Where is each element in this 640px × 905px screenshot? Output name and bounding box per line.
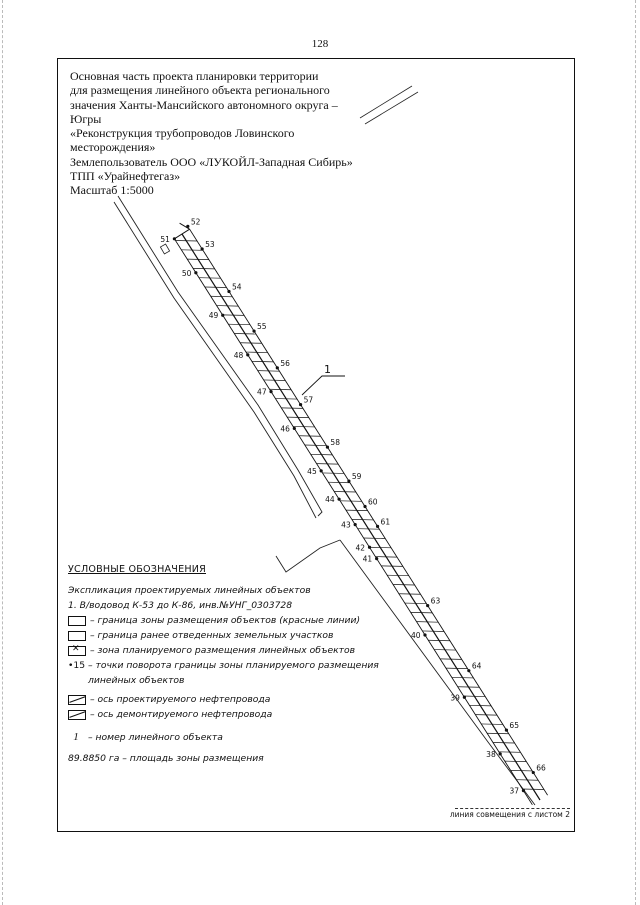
turn-point-dot (299, 403, 302, 406)
zone-hatch (417, 622, 439, 623)
zone-hatch (399, 594, 421, 595)
zone-hatch (205, 287, 227, 288)
zone-hatch (234, 333, 256, 334)
zone-hatch (352, 519, 374, 520)
zone-hatch (387, 575, 409, 576)
zone-hatch (334, 492, 356, 493)
zone-hatch (511, 770, 533, 771)
zone-hatch (175, 241, 197, 242)
zone-hatch (517, 780, 539, 781)
zone-hatch (469, 705, 491, 706)
turn-point-dot (201, 247, 204, 250)
zone-hatch (411, 612, 433, 613)
turn-point-label: 38 (486, 749, 496, 759)
turn-point-dot (347, 479, 350, 482)
turn-point-dot (326, 445, 329, 448)
turn-point-dot (423, 633, 426, 636)
turn-point-label: 57 (303, 395, 314, 405)
legend-item-axis-projected: – ось проектируемого нефтепровода (68, 692, 378, 707)
zone-hatch (358, 529, 380, 530)
zone-hatch (434, 650, 456, 651)
zone-hatch (487, 733, 509, 734)
turn-point-label: 61 (380, 517, 391, 527)
zone-hatch (275, 399, 297, 400)
page-number: 128 (311, 38, 329, 50)
turn-point-dot (194, 271, 197, 274)
zone-hatch (199, 278, 221, 279)
turn-point-label: 45 (307, 466, 317, 476)
turn-point-dot (499, 752, 502, 755)
turn-point-dot (363, 505, 366, 508)
object-number-symbol: 1 (73, 731, 79, 743)
match-line-label: линия совмещения с листом 2 (449, 810, 570, 819)
zone-hatch (499, 752, 521, 753)
turn-point-dot (375, 557, 378, 560)
zone-hatch (217, 306, 239, 307)
turn-point-label: 54 (231, 282, 242, 292)
turn-point-label: 58 (330, 438, 340, 448)
red-line-symbol (68, 616, 86, 626)
zone-hatch (340, 501, 362, 502)
zone-hatch (305, 445, 327, 446)
structure-marker (160, 244, 169, 254)
legend-item-allotted-plots: – граница ранее отведенных земельных участков (68, 628, 378, 643)
zone-hatch (270, 389, 292, 390)
turn-point-label: 48 (233, 350, 244, 360)
turn-point-label: 40 (410, 631, 421, 641)
corridor-cap (174, 229, 189, 239)
legend-title: УСЛОВНЫЕ ОБОЗНАЧЕНИЯ (68, 564, 206, 575)
turn-point-dot (246, 353, 249, 356)
explication-title: Экспликация проектируемых линейных объектов (68, 585, 311, 596)
legend-item-red-lines: – граница зоны размещения объектов (красные линии) (68, 613, 378, 628)
header-line: ТПП «Урайнефтегаз» (70, 169, 181, 184)
explication-item: 1. В/водовод К-53 до К-86, инв.№УНГ_0303728 (68, 600, 293, 611)
turn-point-dot (173, 237, 176, 240)
zone-hatch (181, 250, 203, 251)
turn-point-dot (276, 366, 279, 369)
turn-point-label: 46 (280, 424, 290, 434)
turn-point-dot (368, 546, 371, 549)
zone-hatch (281, 408, 303, 409)
header-line: для размещения линейного объекта регионального (70, 83, 330, 98)
boundary-line (360, 86, 412, 118)
zone-hatch (264, 380, 286, 381)
land-plot-boundary (118, 196, 322, 516)
zone-hatch (311, 454, 333, 455)
zone-hatch (317, 464, 339, 465)
turn-point-dot (252, 329, 255, 332)
header-line: значения Ханты-Мансийского автономного округа – (70, 97, 338, 112)
zone-hatch (505, 761, 527, 762)
turn-point-label: 41 (362, 554, 373, 564)
turn-point-dot (221, 314, 224, 317)
zone-hatch (211, 296, 233, 297)
turn-point-label: 50 (181, 268, 192, 278)
legend (68, 564, 378, 766)
turn-point-label: 66 (536, 763, 546, 773)
zone-hatch (346, 510, 368, 511)
turn-point-dot (269, 390, 272, 393)
turn-point-dot (426, 604, 429, 607)
zone-hatch (493, 743, 515, 744)
header-line: Югры (70, 111, 102, 126)
zone-hatch (299, 436, 321, 437)
turn-point-label: 47 (257, 387, 267, 397)
turn-point-dot (463, 696, 466, 699)
zone-hatch (322, 473, 344, 474)
zone-hatch (422, 631, 444, 632)
zone-hatch (393, 584, 415, 585)
legend-item-turn-points-cont: линейных объектов (88, 675, 185, 686)
turn-point-dot (320, 469, 323, 472)
turn-point-label: 44 (325, 495, 335, 505)
zone-hatch (428, 640, 450, 641)
zone-hatch (223, 315, 245, 316)
turn-point-label: 43 (341, 520, 351, 530)
header-line: Землепользователь ООО «ЛУКОЙЛ-Западная Сибирь» (70, 154, 353, 169)
object-number-label: 1 (324, 363, 331, 376)
projected-axis-symbol (68, 695, 86, 705)
zone-hatch (246, 352, 268, 353)
match-line (455, 808, 570, 809)
turn-point-dot (376, 525, 379, 528)
turn-point-label: 53 (205, 239, 215, 249)
boundary-line (365, 92, 418, 124)
zone-hatch (452, 677, 474, 678)
turn-point-label: 51 (160, 234, 170, 244)
zone-hatch (440, 659, 462, 660)
zone-hatch (522, 789, 544, 790)
turn-point-label: 60 (368, 497, 378, 507)
turn-point-label: 52 (190, 217, 201, 227)
zone-hatch (370, 547, 392, 548)
zone-hatch (240, 343, 262, 344)
turn-point-dot (467, 669, 470, 672)
turn-point-label: 63 (430, 596, 441, 606)
header-line: месторождения» (70, 140, 156, 155)
turn-point-dot (532, 771, 535, 774)
header-line: «Реконструкция трубопроводов Ловинского (70, 126, 295, 141)
legend-item-zone: ✕– зона планируемого размещения линейных объектов (68, 643, 378, 658)
zone-hatch (375, 557, 397, 558)
turn-point-label: 37 (509, 786, 519, 796)
turn-point-label: 56 (280, 358, 290, 368)
plot-boundary-symbol (68, 631, 86, 641)
zone-hatch (364, 538, 386, 539)
turn-point-label: 49 (208, 311, 219, 321)
legend-item-axis-dismantled: – ось демонтируемого нефтепровода (68, 707, 378, 722)
turn-point-label: 64 (471, 661, 482, 671)
zone-hatch (446, 668, 468, 669)
turn-point-label: 42 (355, 543, 366, 553)
turn-point-label: 55 (257, 322, 267, 332)
zone-hatch (293, 426, 315, 427)
zone-hatch (228, 324, 250, 325)
zone-hatch (475, 715, 497, 716)
zone-hatch (405, 603, 427, 604)
turn-point-label: 39 (450, 693, 460, 703)
turn-point-dot (227, 290, 230, 293)
zone-hatch (187, 259, 209, 260)
turn-point-dot (186, 225, 189, 228)
turn-point-label: 59 (351, 472, 362, 482)
legend-item-area: 89.8850 га – площадь зоны размещения (68, 753, 264, 764)
zone-hatch (287, 417, 309, 418)
zone-hatch (458, 687, 480, 688)
zone-hatch (258, 371, 280, 372)
turn-point-dot (337, 498, 340, 501)
object-number-leader (302, 376, 345, 395)
zone-hatch (252, 361, 274, 362)
turn-point-dot (354, 523, 357, 526)
turn-point-dot (522, 789, 525, 792)
zone-hatch (481, 724, 503, 725)
zone-hatch (328, 482, 350, 483)
dismantled-axis-symbol (68, 710, 86, 720)
legend-item-object-number: 1 – номер линейного объекта (68, 730, 378, 745)
turn-point-dot (505, 728, 508, 731)
zone-hatch (193, 268, 215, 269)
header-line: Масштаб 1:5000 (70, 183, 154, 198)
legend-item-turn-points: •15 – точки поворота границы зоны планируемого размещения (68, 660, 379, 671)
zone-hatch (464, 696, 486, 697)
turn-point-label: 65 (509, 721, 519, 731)
zone-hatch (381, 566, 403, 567)
zone-symbol (68, 646, 86, 656)
turn-point-dot (293, 427, 296, 430)
header-line: Основная часть проекта планировки территории (70, 69, 319, 83)
turn-point-symbol: •15 (68, 660, 86, 671)
